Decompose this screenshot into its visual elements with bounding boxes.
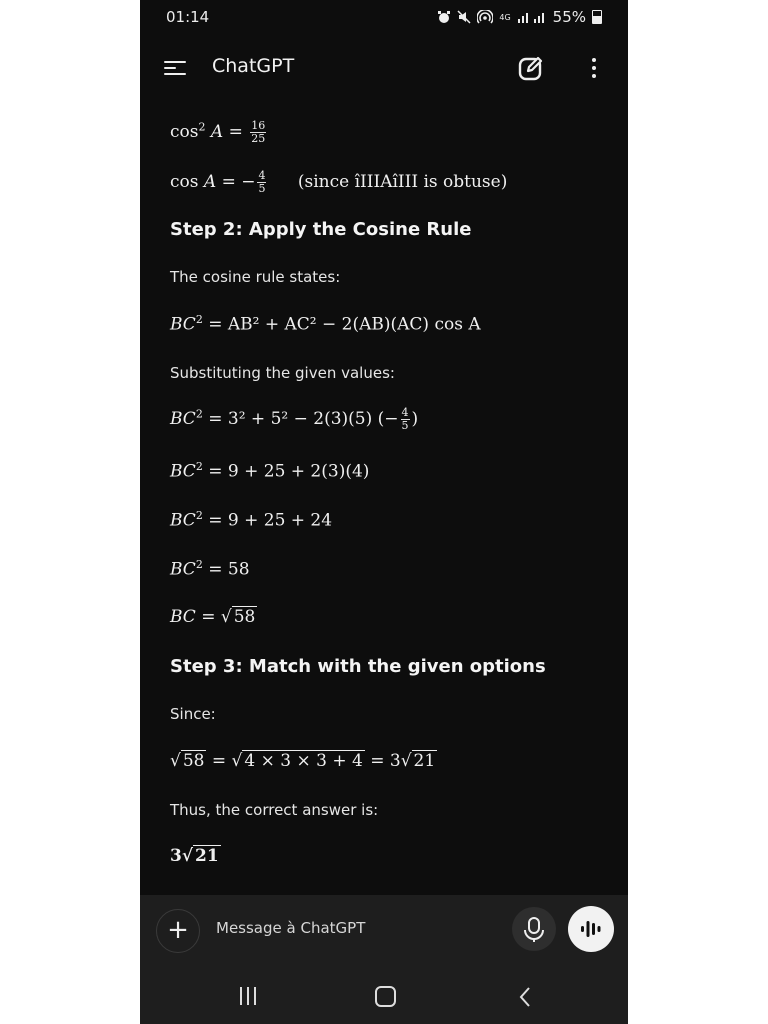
hotspot-icon bbox=[477, 10, 493, 24]
eq-match: √ 58 = √ 4 × 3 × 3 + 4 = 3√ 21 bbox=[170, 751, 436, 771]
eq-cosine-rule: $BC^2 = AB^2 + AC^2 - 2(AB)(AC)$ cos A bbox=[170, 313, 481, 335]
step3-heading: Step 3: Match with the given options bbox=[170, 656, 546, 677]
since-text: Since: bbox=[170, 705, 216, 723]
network-type: 4G bbox=[499, 12, 511, 22]
menu-icon[interactable] bbox=[164, 59, 188, 77]
bottom-area bbox=[140, 895, 628, 1024]
home-icon[interactable] bbox=[375, 986, 396, 1007]
eq-substitution-2: $BC^2 = 9 + 25 + 2(3)(4)$ bbox=[170, 460, 370, 482]
edit-icon[interactable] bbox=[518, 55, 544, 81]
mic-icon[interactable] bbox=[512, 907, 556, 951]
eq-cos: cos A = − $\frac{4}{5}$ (since îIIIAîIII is obtuse) bbox=[170, 169, 508, 195]
signal-icon bbox=[517, 11, 547, 23]
status-icons bbox=[437, 8, 602, 26]
back-icon[interactable] bbox=[514, 985, 538, 1009]
eq-substitution-3: $BC^2 = 9 + 25 + 24$ bbox=[170, 509, 333, 531]
mute-icon bbox=[457, 10, 471, 24]
thus-text: Thus, the correct answer is: bbox=[170, 801, 379, 819]
status-bar bbox=[140, 0, 628, 36]
eq-substitution-5: BC = √ 58 bbox=[170, 607, 256, 627]
eq-cos-squared: $\cos^2 A$ = $\frac{16}{25}$ bbox=[170, 119, 266, 145]
voice-icon[interactable] bbox=[568, 906, 614, 952]
more-icon[interactable] bbox=[590, 55, 598, 81]
step2-text: The cosine rule states: bbox=[170, 268, 341, 286]
phone-screen bbox=[140, 0, 628, 1024]
system-nav-bar bbox=[140, 983, 628, 1013]
battery-percent: 55% bbox=[552, 8, 586, 26]
app-bar bbox=[140, 45, 628, 90]
recents-icon[interactable] bbox=[238, 987, 258, 1005]
eq-substitution-1: $BC^2 = 3^2 + 5^2 - 2(3)(5)$ (− $\frac{4}{5}$ ) bbox=[170, 406, 419, 432]
eq-substitution-4: $BC^2 = 58$ bbox=[170, 558, 250, 580]
alarm-icon bbox=[437, 10, 451, 24]
step2-heading: Step 2: Apply the Cosine Rule bbox=[170, 219, 472, 240]
message-input[interactable]: Message à ChatGPT bbox=[216, 919, 366, 937]
substitution-text: Substituting the given values: bbox=[170, 364, 395, 382]
status-time: 01:14 bbox=[166, 8, 210, 26]
battery-icon bbox=[592, 10, 602, 24]
answer: 3√ 21 bbox=[170, 846, 219, 866]
app-title: ChatGPT bbox=[212, 55, 295, 77]
plus-icon[interactable]: + bbox=[156, 909, 200, 953]
